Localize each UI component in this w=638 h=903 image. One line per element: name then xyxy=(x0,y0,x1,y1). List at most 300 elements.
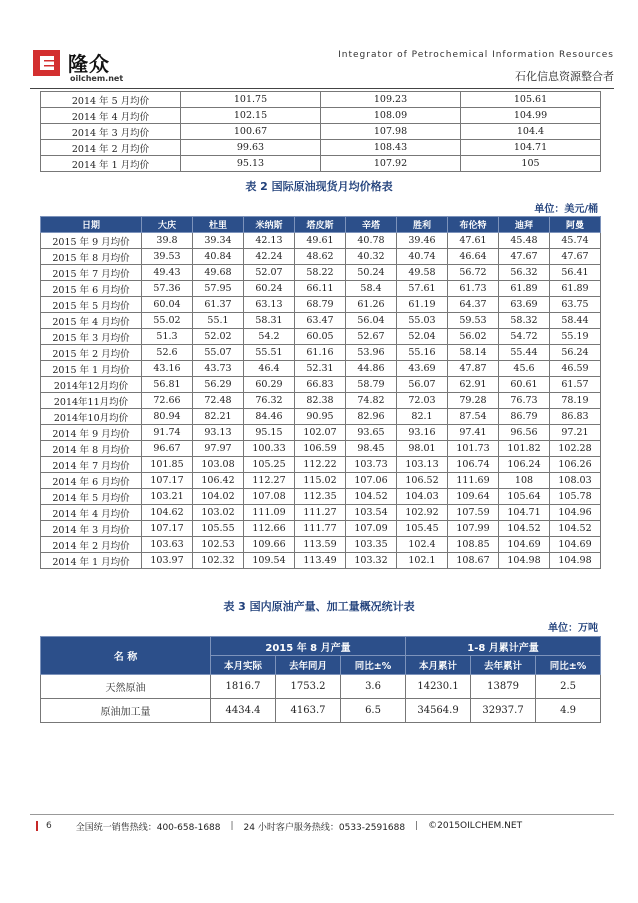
value-cell: 56.41 xyxy=(550,265,601,281)
oilchem-logo-icon xyxy=(30,46,64,80)
value-cell: 55.16 xyxy=(397,345,448,361)
value-cell: 13879 xyxy=(471,675,536,699)
value-cell: 112.66 xyxy=(244,521,295,537)
value-cell: 63.69 xyxy=(499,297,550,313)
value-cell: 109.54 xyxy=(244,553,295,569)
value-cell: 43.16 xyxy=(142,361,193,377)
row-label-cell: 2015 年 4 月均价 xyxy=(41,313,142,329)
value-cell: 1816.7 xyxy=(211,675,276,699)
table-row xyxy=(41,281,601,297)
footer-divider xyxy=(30,814,614,815)
value-cell: 104.96 xyxy=(550,505,601,521)
column-header: 米纳斯 xyxy=(244,217,295,233)
value-cell: 107.99 xyxy=(448,521,499,537)
value-cell: 62.91 xyxy=(448,377,499,393)
name-header: 名 称 xyxy=(41,637,211,675)
row-label-cell: 原油加工量 xyxy=(41,699,211,723)
row-label-cell: 2015 年 1 月均价 xyxy=(41,361,142,377)
value-cell: 44.86 xyxy=(346,361,397,377)
value-cell: 86.83 xyxy=(550,409,601,425)
row-label-cell: 2014 年 4 月均价 xyxy=(41,108,181,124)
table-row xyxy=(41,233,601,249)
value-cell: 60.24 xyxy=(244,281,295,297)
value-cell: 55.51 xyxy=(244,345,295,361)
value-cell: 39.8 xyxy=(142,233,193,249)
intl-crude-price-table xyxy=(40,216,601,569)
value-cell: 105.55 xyxy=(193,521,244,537)
value-cell: 82.38 xyxy=(295,393,346,409)
value-cell: 61.16 xyxy=(295,345,346,361)
value-cell: 58.4 xyxy=(346,281,397,297)
value-cell: 84.46 xyxy=(244,409,295,425)
value-cell: 72.66 xyxy=(142,393,193,409)
value-cell: 39.34 xyxy=(193,233,244,249)
value-cell: 103.73 xyxy=(346,457,397,473)
value-cell: 107.92 xyxy=(321,156,461,172)
row-label-cell: 2014 年 1 月均价 xyxy=(41,156,181,172)
value-cell: 91.74 xyxy=(142,425,193,441)
value-cell: 103.54 xyxy=(346,505,397,521)
table2-unit: 单位：美元/桶 xyxy=(534,204,598,215)
row-label-cell: 2014 年 7 月均价 xyxy=(41,457,142,473)
table-row xyxy=(41,297,601,313)
value-cell: 60.04 xyxy=(142,297,193,313)
copyright: ©2015OILCHEM.NET xyxy=(428,821,523,831)
row-label-cell: 2015 年 5 月均价 xyxy=(41,297,142,313)
value-cell: 103.35 xyxy=(346,537,397,553)
value-cell: 52.04 xyxy=(397,329,448,345)
value-cell: 61.37 xyxy=(193,297,244,313)
value-cell: 43.69 xyxy=(397,361,448,377)
column-header: 日期 xyxy=(41,217,142,233)
table-row xyxy=(41,489,601,505)
value-cell: 102.1 xyxy=(397,553,448,569)
value-cell: 103.13 xyxy=(397,457,448,473)
value-cell: 58.22 xyxy=(295,265,346,281)
value-cell: 97.97 xyxy=(193,441,244,457)
value-cell: 98.01 xyxy=(397,441,448,457)
value-cell: 111.77 xyxy=(295,521,346,537)
table-row xyxy=(41,361,601,377)
value-cell: 112.22 xyxy=(295,457,346,473)
column-header: 迪拜 xyxy=(499,217,550,233)
value-cell: 104.69 xyxy=(499,537,550,553)
value-cell: 102.53 xyxy=(193,537,244,553)
value-cell: 104.02 xyxy=(193,489,244,505)
value-cell: 55.44 xyxy=(499,345,550,361)
value-cell: 104.71 xyxy=(461,140,601,156)
row-label-cell: 2015 年 7 月均价 xyxy=(41,265,142,281)
column-header: 布伦特 xyxy=(448,217,499,233)
value-cell: 58.14 xyxy=(448,345,499,361)
footer-separator: | xyxy=(415,821,419,831)
value-cell: 104.52 xyxy=(499,521,550,537)
value-cell: 107.17 xyxy=(142,473,193,489)
value-cell: 76.73 xyxy=(499,393,550,409)
column-header: 辛塔 xyxy=(346,217,397,233)
value-cell: 52.07 xyxy=(244,265,295,281)
value-cell: 93.13 xyxy=(193,425,244,441)
value-cell: 54.72 xyxy=(499,329,550,345)
value-cell: 61.89 xyxy=(550,281,601,297)
value-cell: 49.58 xyxy=(397,265,448,281)
value-cell: 99.63 xyxy=(181,140,321,156)
value-cell: 96.56 xyxy=(499,425,550,441)
value-cell: 102.15 xyxy=(181,108,321,124)
value-cell: 106.52 xyxy=(397,473,448,489)
value-cell: 103.21 xyxy=(142,489,193,505)
table-row xyxy=(41,409,601,425)
table3-unit: 单位：万吨 xyxy=(548,623,598,634)
sub-column-header: 同比±% xyxy=(341,656,406,675)
value-cell: 106.74 xyxy=(448,457,499,473)
value-cell: 102.28 xyxy=(550,441,601,457)
value-cell: 49.68 xyxy=(193,265,244,281)
table-row xyxy=(41,457,601,473)
value-cell: 42.13 xyxy=(244,233,295,249)
value-cell: 107.08 xyxy=(244,489,295,505)
value-cell: 56.02 xyxy=(448,329,499,345)
value-cell: 4163.7 xyxy=(276,699,341,723)
footer-separator: | xyxy=(230,821,234,831)
column-header: 杜里 xyxy=(193,217,244,233)
value-cell: 104.4 xyxy=(461,124,601,140)
value-cell: 66.11 xyxy=(295,281,346,297)
value-cell: 104.69 xyxy=(550,537,601,553)
row-label-cell: 2014 年 6 月均价 xyxy=(41,473,142,489)
table-row xyxy=(41,441,601,457)
value-cell: 32937.7 xyxy=(471,699,536,723)
value-cell: 105.45 xyxy=(397,521,448,537)
value-cell: 105.78 xyxy=(550,489,601,505)
value-cell: 56.07 xyxy=(397,377,448,393)
table-row xyxy=(41,249,601,265)
column-header: 阿曼 xyxy=(550,217,601,233)
value-cell: 103.08 xyxy=(193,457,244,473)
value-cell: 52.31 xyxy=(295,361,346,377)
logo xyxy=(30,44,140,90)
value-cell: 68.79 xyxy=(295,297,346,313)
value-cell: 102.92 xyxy=(397,505,448,521)
value-cell: 105 xyxy=(461,156,601,172)
value-cell: 104.98 xyxy=(499,553,550,569)
value-cell: 108.43 xyxy=(321,140,461,156)
value-cell: 103.97 xyxy=(142,553,193,569)
value-cell: 4.9 xyxy=(536,699,601,723)
value-cell: 104.99 xyxy=(461,108,601,124)
value-cell: 106.42 xyxy=(193,473,244,489)
value-cell: 108.03 xyxy=(550,473,601,489)
table-row xyxy=(41,553,601,569)
value-cell: 82.21 xyxy=(193,409,244,425)
value-cell: 58.32 xyxy=(499,313,550,329)
row-label-cell: 2014 年 9 月均价 xyxy=(41,425,142,441)
value-cell: 61.73 xyxy=(448,281,499,297)
table-row xyxy=(41,313,601,329)
value-cell: 87.54 xyxy=(448,409,499,425)
value-cell: 57.36 xyxy=(142,281,193,297)
value-cell: 104.98 xyxy=(550,553,601,569)
table-header-row xyxy=(41,217,601,233)
value-cell: 39.46 xyxy=(397,233,448,249)
row-label-cell: 2014 年 1 月均价 xyxy=(41,553,142,569)
value-cell: 108 xyxy=(499,473,550,489)
value-cell: 76.32 xyxy=(244,393,295,409)
value-cell: 51.3 xyxy=(142,329,193,345)
table-row xyxy=(41,329,601,345)
value-cell: 107.06 xyxy=(346,473,397,489)
value-cell: 4434.4 xyxy=(211,699,276,723)
value-cell: 42.24 xyxy=(244,249,295,265)
value-cell: 97.41 xyxy=(448,425,499,441)
footer xyxy=(36,818,616,834)
value-cell: 61.57 xyxy=(550,377,601,393)
value-cell: 111.69 xyxy=(448,473,499,489)
table-row xyxy=(41,377,601,393)
value-cell: 56.04 xyxy=(346,313,397,329)
sales-hotline: 全国统一销售热线：400-658-1688 xyxy=(75,822,221,833)
value-cell: 57.61 xyxy=(397,281,448,297)
value-cell: 14230.1 xyxy=(406,675,471,699)
value-cell: 40.84 xyxy=(193,249,244,265)
domestic-crude-output-table xyxy=(40,636,601,723)
value-cell: 63.47 xyxy=(295,313,346,329)
value-cell: 66.83 xyxy=(295,377,346,393)
value-cell: 55.1 xyxy=(193,313,244,329)
row-label-cell: 2014 年 8 月均价 xyxy=(41,441,142,457)
table-row xyxy=(41,108,601,124)
value-cell: 61.19 xyxy=(397,297,448,313)
price-table-continuation xyxy=(40,91,601,172)
value-cell: 56.32 xyxy=(499,265,550,281)
row-label-cell: 2014 年 2 月均价 xyxy=(41,140,181,156)
value-cell: 101.73 xyxy=(448,441,499,457)
table-row xyxy=(41,92,601,108)
value-cell: 40.78 xyxy=(346,233,397,249)
value-cell: 50.24 xyxy=(346,265,397,281)
value-cell: 63.13 xyxy=(244,297,295,313)
value-cell: 60.61 xyxy=(499,377,550,393)
group-header-cumulative: 1-8 月累计产量 xyxy=(406,637,601,656)
value-cell: 80.94 xyxy=(142,409,193,425)
value-cell: 34564.9 xyxy=(406,699,471,723)
value-cell: 106.24 xyxy=(499,457,550,473)
value-cell: 58.31 xyxy=(244,313,295,329)
row-label-cell: 2015 年 6 月均价 xyxy=(41,281,142,297)
value-cell: 45.74 xyxy=(550,233,601,249)
table3-caption: 表 3 国内原油产量、加工量概况统计表 xyxy=(223,600,415,613)
value-cell: 55.19 xyxy=(550,329,601,345)
value-cell: 106.59 xyxy=(295,441,346,457)
value-cell: 60.29 xyxy=(244,377,295,393)
value-cell: 43.73 xyxy=(193,361,244,377)
value-cell: 103.63 xyxy=(142,537,193,553)
header-divider xyxy=(30,88,614,89)
row-label-cell: 2014年10月均价 xyxy=(41,409,142,425)
value-cell: 52.6 xyxy=(142,345,193,361)
row-label-cell: 2014 年 5 月均价 xyxy=(41,489,142,505)
table-row xyxy=(41,156,601,172)
value-cell: 46.4 xyxy=(244,361,295,377)
value-cell: 47.67 xyxy=(499,249,550,265)
value-cell: 52.02 xyxy=(193,329,244,345)
table-row xyxy=(41,140,601,156)
value-cell: 72.48 xyxy=(193,393,244,409)
value-cell: 108.85 xyxy=(448,537,499,553)
value-cell: 93.16 xyxy=(397,425,448,441)
value-cell: 107.17 xyxy=(142,521,193,537)
value-cell: 107.09 xyxy=(346,521,397,537)
value-cell: 3.6 xyxy=(341,675,406,699)
row-label-cell: 2014 年 4 月均价 xyxy=(41,505,142,521)
value-cell: 109.64 xyxy=(448,489,499,505)
row-label-cell: 2014年12月均价 xyxy=(41,377,142,393)
table-row xyxy=(41,537,601,553)
value-cell: 1753.2 xyxy=(276,675,341,699)
value-cell: 55.02 xyxy=(142,313,193,329)
page-number: 6 xyxy=(36,821,64,831)
table-row xyxy=(41,699,601,723)
table-row xyxy=(41,265,601,281)
value-cell: 86.79 xyxy=(499,409,550,425)
value-cell: 103.32 xyxy=(346,553,397,569)
value-cell: 112.27 xyxy=(244,473,295,489)
value-cell: 111.09 xyxy=(244,505,295,521)
value-cell: 45.6 xyxy=(499,361,550,377)
value-cell: 56.81 xyxy=(142,377,193,393)
value-cell: 40.32 xyxy=(346,249,397,265)
row-label-cell: 2015 年 8 月均价 xyxy=(41,249,142,265)
value-cell: 40.74 xyxy=(397,249,448,265)
value-cell: 72.03 xyxy=(397,393,448,409)
value-cell: 54.2 xyxy=(244,329,295,345)
value-cell: 93.65 xyxy=(346,425,397,441)
value-cell: 101.75 xyxy=(181,92,321,108)
value-cell: 105.64 xyxy=(499,489,550,505)
value-cell: 48.62 xyxy=(295,249,346,265)
value-cell: 58.79 xyxy=(346,377,397,393)
value-cell: 109.23 xyxy=(321,92,461,108)
value-cell: 104.52 xyxy=(550,521,601,537)
value-cell: 47.67 xyxy=(550,249,601,265)
value-cell: 104.03 xyxy=(397,489,448,505)
value-cell: 108.09 xyxy=(321,108,461,124)
service-hotline: 24 小时客户服务热线：0533-2591688 xyxy=(243,822,406,833)
logo-text: 隆众 xyxy=(68,52,110,76)
value-cell: 53.96 xyxy=(346,345,397,361)
value-cell: 104.52 xyxy=(346,489,397,505)
value-cell: 78.19 xyxy=(550,393,601,409)
value-cell: 101.85 xyxy=(142,457,193,473)
value-cell: 95.15 xyxy=(244,425,295,441)
value-cell: 95.13 xyxy=(181,156,321,172)
value-cell: 55.03 xyxy=(397,313,448,329)
value-cell: 107.98 xyxy=(321,124,461,140)
column-header: 胜利 xyxy=(397,217,448,233)
value-cell: 58.44 xyxy=(550,313,601,329)
value-cell: 79.28 xyxy=(448,393,499,409)
value-cell: 108.67 xyxy=(448,553,499,569)
value-cell: 96.67 xyxy=(142,441,193,457)
sub-column-header: 去年同月 xyxy=(276,656,341,675)
value-cell: 100.67 xyxy=(181,124,321,140)
table-row xyxy=(41,345,601,361)
value-cell: 61.26 xyxy=(346,297,397,313)
value-cell: 82.1 xyxy=(397,409,448,425)
value-cell: 64.37 xyxy=(448,297,499,313)
value-cell: 98.45 xyxy=(346,441,397,457)
row-label-cell: 2015 年 2 月均价 xyxy=(41,345,142,361)
value-cell: 97.21 xyxy=(550,425,601,441)
value-cell: 6.5 xyxy=(341,699,406,723)
row-label-cell: 2015 年 9 月均价 xyxy=(41,233,142,249)
value-cell: 101.82 xyxy=(499,441,550,457)
row-label-cell: 2014 年 3 月均价 xyxy=(41,124,181,140)
value-cell: 100.33 xyxy=(244,441,295,457)
table-row xyxy=(41,521,601,537)
value-cell: 112.35 xyxy=(295,489,346,505)
value-cell: 55.07 xyxy=(193,345,244,361)
row-label-cell: 2014 年 3 月均价 xyxy=(41,521,142,537)
value-cell: 56.72 xyxy=(448,265,499,281)
value-cell: 113.49 xyxy=(295,553,346,569)
value-cell: 45.48 xyxy=(499,233,550,249)
column-header: 大庆 xyxy=(142,217,193,233)
table-row xyxy=(41,425,601,441)
tagline-en: Integrator of Petrochemical Information Resources xyxy=(338,50,614,60)
value-cell: 105.25 xyxy=(244,457,295,473)
value-cell: 74.82 xyxy=(346,393,397,409)
table-row xyxy=(41,124,601,140)
value-cell: 59.53 xyxy=(448,313,499,329)
sub-column-header: 本月累计 xyxy=(406,656,471,675)
sub-column-header: 去年累计 xyxy=(471,656,536,675)
row-label-cell: 2014 年 5 月均价 xyxy=(41,92,181,108)
value-cell: 47.61 xyxy=(448,233,499,249)
sub-column-header: 本月实际 xyxy=(211,656,276,675)
row-label-cell: 2014 年 2 月均价 xyxy=(41,537,142,553)
value-cell: 115.02 xyxy=(295,473,346,489)
row-label-cell: 2014年11月均价 xyxy=(41,393,142,409)
value-cell: 2.5 xyxy=(536,675,601,699)
tagline-cn: 石化信息资源整合者 xyxy=(515,70,614,83)
logo-domain: oilchem.net xyxy=(70,74,124,83)
value-cell: 52.67 xyxy=(346,329,397,345)
value-cell: 46.64 xyxy=(448,249,499,265)
value-cell: 107.59 xyxy=(448,505,499,521)
value-cell: 61.89 xyxy=(499,281,550,297)
value-cell: 39.53 xyxy=(142,249,193,265)
value-cell: 105.61 xyxy=(461,92,601,108)
table2-caption: 表 2 国际原油现货月均价格表 xyxy=(245,180,393,193)
value-cell: 109.66 xyxy=(244,537,295,553)
value-cell: 49.43 xyxy=(142,265,193,281)
value-cell: 63.75 xyxy=(550,297,601,313)
value-cell: 60.05 xyxy=(295,329,346,345)
value-cell: 103.02 xyxy=(193,505,244,521)
value-cell: 106.26 xyxy=(550,457,601,473)
value-cell: 111.27 xyxy=(295,505,346,521)
value-cell: 104.71 xyxy=(499,505,550,521)
value-cell: 56.24 xyxy=(550,345,601,361)
table-row xyxy=(41,393,601,409)
value-cell: 102.4 xyxy=(397,537,448,553)
sub-column-header: 同比±% xyxy=(536,656,601,675)
column-header: 塔皮斯 xyxy=(295,217,346,233)
table-row xyxy=(41,675,601,699)
row-label-cell: 2015 年 3 月均价 xyxy=(41,329,142,345)
value-cell: 46.59 xyxy=(550,361,601,377)
